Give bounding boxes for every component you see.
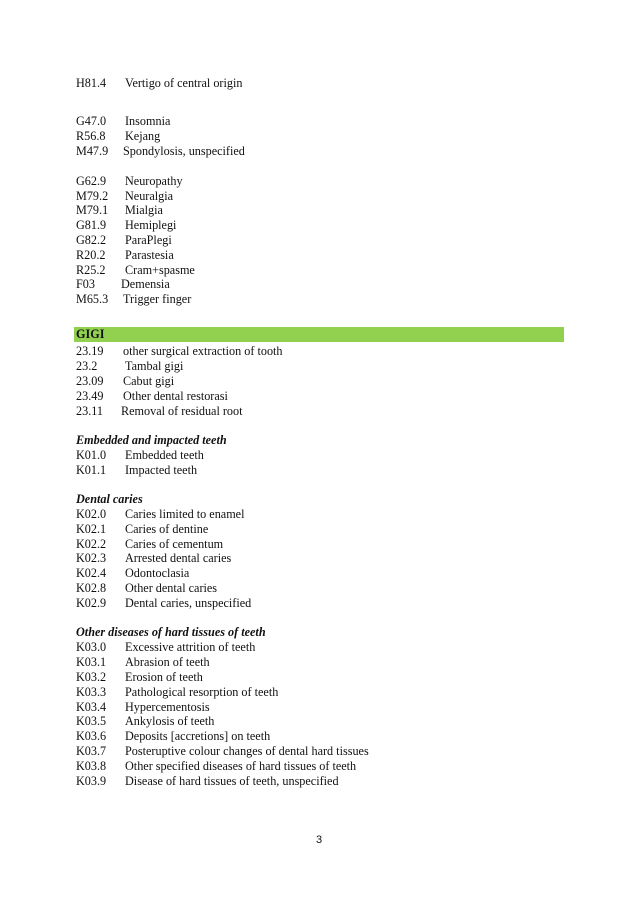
description: Odontoclasia [125,566,190,580]
description: Neuralgia [125,189,174,203]
section-banner-gigi [74,327,564,342]
code: K02.4 [76,566,107,580]
code: H81.4 [76,76,107,90]
description: Ankylosis of teeth [125,714,215,728]
code: K03.5 [76,714,107,728]
code: R56.8 [76,129,106,143]
description: Other dental restorasi [123,389,228,403]
description: Caries of dentine [125,522,209,536]
description: Spondylosis, unspecified [123,144,245,158]
description: Embedded teeth [125,448,204,462]
description: Hypercementosis [125,700,210,714]
code: K01.1 [76,463,107,477]
code: G81.9 [76,218,107,232]
description: Caries of cementum [125,537,224,551]
description: Abrasion of teeth [125,655,210,669]
code: M65.3 [76,292,109,306]
description: Insomnia [125,114,171,128]
description: Deposits [accretions] on teeth [125,729,271,743]
description: Disease of hard tissues of teeth, unspecified [125,774,339,788]
description: Dental caries, unspecified [125,596,252,610]
code: 23.2 [76,359,98,373]
code: M47.9 [76,144,109,158]
code: K03.8 [76,759,107,773]
description: Pathological resorption of teeth [125,685,279,699]
code: G47.0 [76,114,107,128]
code: R20.2 [76,248,106,262]
code: K02.8 [76,581,107,595]
description: Removal of residual root [121,404,243,418]
code: K03.0 [76,640,107,654]
code: K02.0 [76,507,107,521]
code: R25.2 [76,263,106,277]
code: K03.4 [76,700,107,714]
description: Excessive attrition of teeth [125,640,256,654]
description: Posteruptive colour changes of dental hard tissues [125,744,369,758]
code: K03.7 [76,744,107,758]
code: K02.3 [76,551,107,565]
code: K03.1 [76,655,107,669]
section-title: GIGI [76,327,105,341]
code: 23.11 [76,404,103,418]
code: K03.2 [76,670,107,684]
section-heading: Dental caries [76,492,143,506]
description: Other specified diseases of hard tissues of teeth [125,759,357,773]
code: K02.9 [76,596,107,610]
description: ParaPlegi [125,233,172,247]
code: G82.2 [76,233,107,247]
description: Parastesia [125,248,174,262]
code: 23.09 [76,374,104,388]
code: K03.6 [76,729,107,743]
code: M79.1 [76,203,109,217]
code: M79.2 [76,189,109,203]
code: F03 [76,277,95,291]
description: Impacted teeth [125,463,198,477]
code: K03.3 [76,685,107,699]
code: G62.9 [76,174,107,188]
description: Vertigo of central origin [125,76,243,90]
description: other surgical extraction of tooth [123,344,283,358]
description: Caries limited to enamel [125,507,245,521]
code: 23.19 [76,344,104,358]
code: K01.0 [76,448,107,462]
code: 23.49 [76,389,104,403]
description: Mialgia [125,203,163,217]
code: K02.2 [76,537,107,551]
code: K03.9 [76,774,107,788]
page-number: 3 [315,834,323,846]
description: Cram+spasme [125,263,195,277]
description: Tambal gigi [125,359,184,373]
description: Arrested dental caries [125,551,232,565]
description: Neuropathy [125,174,183,188]
description: Trigger finger [123,292,192,306]
description: Cabut gigi [123,374,175,388]
section-heading: Embedded and impacted teeth [76,433,227,447]
code: K02.1 [76,522,107,536]
description: Erosion of teeth [125,670,203,684]
description: Other dental caries [125,581,218,595]
description: Hemiplegi [125,218,177,232]
description: Kejang [125,129,161,143]
section-heading: Other diseases of hard tissues of teeth [76,625,266,639]
description: Demensia [121,277,170,291]
